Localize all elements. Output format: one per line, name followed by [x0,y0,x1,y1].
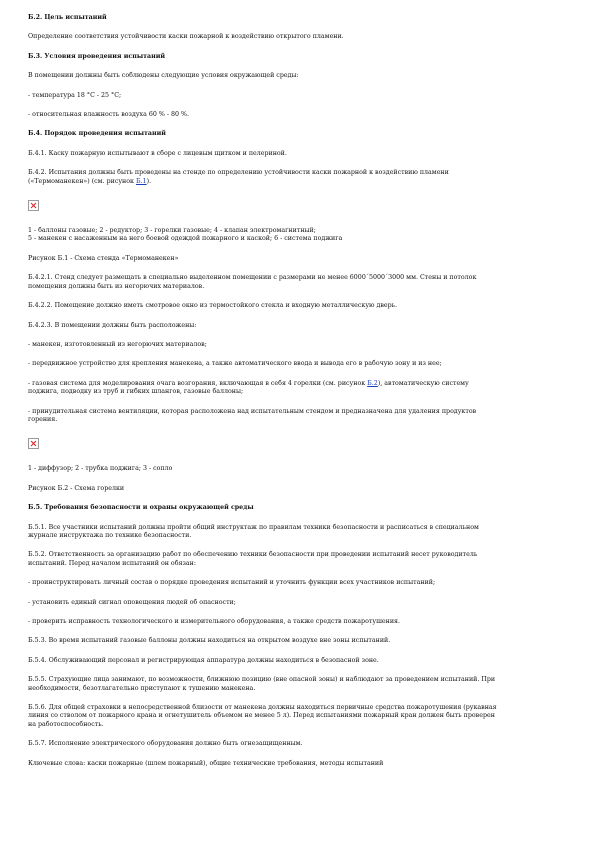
paragraph-line: Б.5.7. Исполнение электрического оборудования должно быть огнезащищенным. [28,740,303,748]
spacer [28,22,568,33]
spacer [28,291,568,302]
paragraph-line: помещения должны быть из негорючих материалов. [28,282,205,290]
paragraph-line: - относительная влажность воздуха 60 % - 80 %. [28,111,189,119]
spacer [28,244,568,255]
broken-image-icon [28,200,39,211]
spacer [28,646,568,657]
spacer [28,397,568,408]
figure-reference-link[interactable]: Б.1 [135,177,147,185]
paragraph-line: - передвижное устройство для крепления манекена, а также автоматического ввода и вывода его в рабочую зону и из нее; [28,360,442,368]
spacer [28,311,568,322]
spacer [28,588,568,599]
paragraph-line: Б.4.2.1. Стенд следует размещать в специально выделенном помещении с размерами не менее 6000´5000´3000 мм. Стены и потолок [28,274,477,282]
paragraph-line: Б.4.2. Испытания должны быть проведены на стенде по определению устойчивости каски пожарной к воздействию пламени [28,169,449,177]
section-heading: Б.2. Цель испытаний [28,14,107,21]
paragraph-line: Б.4.2.3. В помещении должны быть расположены: [28,321,197,329]
spacer [28,607,568,618]
paragraph-line: испытаний. Перед началом испытаний он обязан: [28,559,196,567]
paragraph-line: журнале инструктажа по технике безопасности. [28,531,192,539]
paragraph-line: - проверить исправность технологического и измерительного оборудования, а также средств пожаротушения. [28,618,401,625]
spacer [28,81,568,92]
paragraph-line: - температура 18 °С - 25 °С; [28,91,122,99]
spacer [28,493,568,504]
spacer [28,158,568,169]
broken-image-icon [28,438,39,449]
paragraph-line: - принудительная система вентиляции, которая расположена над испытательным стендом и предназначена для удаления продуктов [28,407,477,415]
spacer [28,139,568,150]
paragraph-line: Рисунок Б.2 - Схема горелки [28,484,125,492]
spacer [28,100,568,111]
spacer [28,349,568,360]
spacer [28,540,568,551]
paragraph-line: - проинструктировать личный состав о порядке проведения испытаний и уточнить функции всех участников испытаний; [28,579,436,587]
paragraph-line: Б.5.1. Все участники испытаний должны пройти общий инструктаж по правилам техники безопасности и расписаться в специальном [28,523,479,531]
spacer [28,729,568,740]
spacer [28,693,568,704]
paragraph-line: на работоспособность. [28,720,104,728]
spacer [28,119,568,130]
paragraph-line: - газовая система для моделирования очага возгорания, включающая в себя 4 горелки (см. рисунок Б.2), автоматическую систему [28,379,469,387]
paragraph-line: поджига, подводку из труб и гибких шлангов, газовые баллоны; [28,388,244,396]
section-heading: Б.5. Требования безопасности и охраны окружающей среды [28,504,254,512]
spacer [28,424,568,435]
section-heading: Б.4. Порядок проведения испытаний [28,130,166,138]
document-page [28,14,568,768]
spacer [28,626,568,637]
spacer [28,369,568,380]
paragraph-line: - манекен, изготовленный из негорючих материалов; [28,340,207,348]
paragraph-line: Рисунок Б.1 - Схема стенда «Термоманекен» [28,254,179,262]
spacer [28,186,568,197]
paragraph-line: - установить единый сигнал оповещения людей об опасности; [28,598,236,606]
spacer [28,263,568,274]
paragraph-line: Определение соответствия устойчивости каски пожарной к воздействию открытого пламени. [28,33,344,41]
spacer [28,42,568,53]
paragraph-line: Б.5.3. Во время испытаний газовые баллоны должны находиться на открытом воздухе вне зоны испытаний. [28,637,391,645]
spacer [28,474,568,485]
paragraph-line: 1 - диффузор; 2 - трубка поджига; 3 - сопло [28,465,173,473]
paragraph-line: Б.4.2.2. Помещение должно иметь смотровое окно из термостойкого стекла и входную металлическую дверь. [28,302,398,310]
paragraph-line: Б.5.6. Для общей страховки в непосредственной близости от манекена должны находиться первичные средства пожаротушения (рукавная [28,704,497,712]
paragraph-line: («Термоманекен») (см. рисунок Б.1). [28,177,152,185]
paragraph-line: Б.5.4. Обслуживающий персонал и регистрирующая аппаратура должны находиться в безопасной зоне. [28,656,379,664]
section-heading: Б.3. Условия проведения испытаний [28,52,166,60]
spacer [28,454,568,465]
paragraph-line: 1 - баллоны газовые; 2 - редуктор; 3 - горелки газовые; 4 - клапан электромагнитный; [28,227,316,235]
paragraph-line: Ключевые слова: каски пожарные (шлем пожарный), общие технические требования, методы испытаний [28,759,384,767]
spacer [28,749,568,760]
paragraph-line: линия со стволом от пожарного крана и огнетушитель объемом не менее 5 л). Перед испытаниями пожарный кран должен быть проверен [28,712,495,720]
paragraph-line: Б.5.2. Ответственность за организацию работ по обеспечению техники безопасности при проведении испытаний несет руководитель [28,551,478,559]
figure-reference-link[interactable]: Б.2 [367,379,378,387]
paragraph-line: горения. [28,415,58,423]
spacer [28,216,568,227]
spacer [28,513,568,524]
paragraph-line: необходимости, безотлагательно приступают к тушению манекена. [28,684,256,692]
paragraph-line: Б.4.1. Каску пожарную испытывают в сборе с лицевым щитком и пелериной. [28,149,287,157]
spacer [28,61,568,72]
paragraph-line: В помещении должны быть соблюдены следующие условия окружающей среды: [28,72,299,80]
paragraph-line: Б.5.5. Страхующие лица занимают, по возможности, ближнюю позицию (вне опасной зоны) и наблюдают за проведением испытаний. При [28,676,496,684]
spacer [28,330,568,341]
paragraph-line: 5 - манекен с насаженным на него боевой одеждой пожарного и каской; 6 - система поджига [28,235,343,243]
spacer [28,568,568,579]
spacer [28,665,568,676]
